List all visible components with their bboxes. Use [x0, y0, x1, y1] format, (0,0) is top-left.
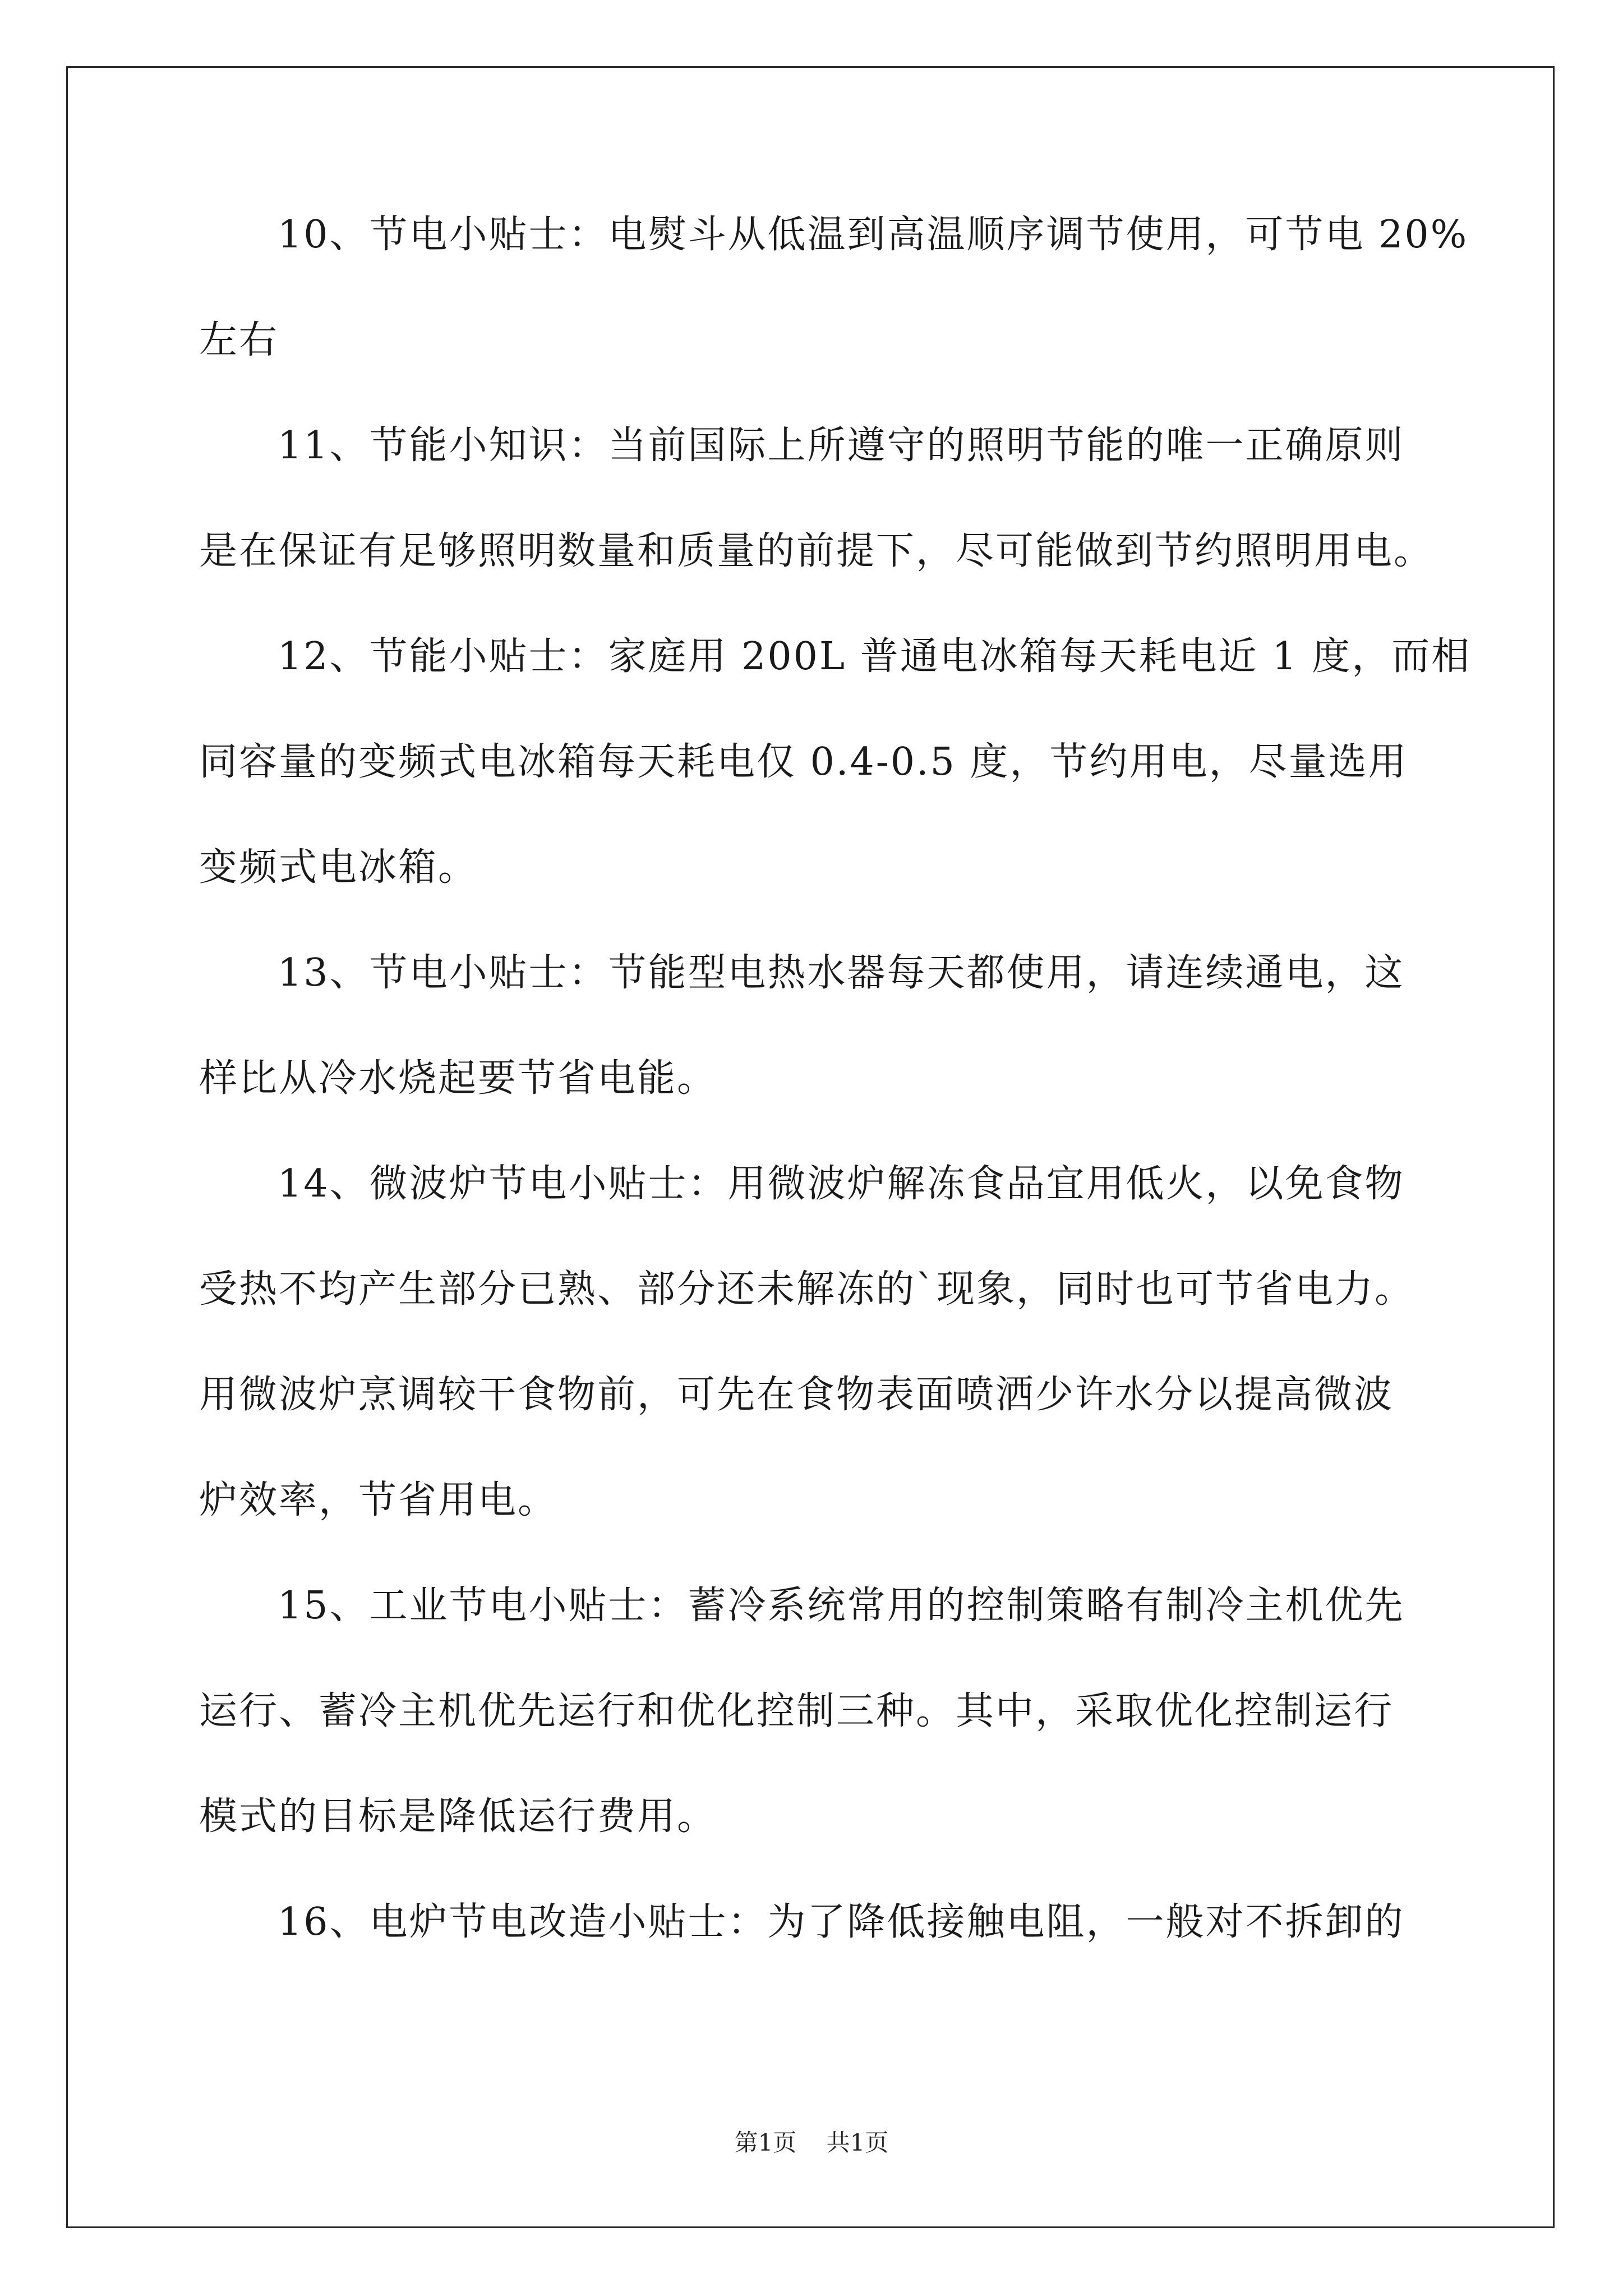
- text-line: 13、节电小贴士：节能型电热水器每天都使用，请连续通电，这: [278, 951, 1405, 995]
- text-line: 变频式电冰箱。: [199, 845, 478, 890]
- text-line: 11、节能小知识：当前国际上所遵守的照明节能的唯一正确原则: [278, 424, 1405, 468]
- page-footer: [0, 2129, 1623, 2157]
- page-total: 共1页: [826, 2129, 889, 2156]
- page-number: 第1页: [734, 2129, 797, 2156]
- text-line: 14、微波炉节电小贴士：用微波炉解冻食品宜用低火，以免食物: [278, 1162, 1405, 1206]
- text-line: 炉效率，节省用电。: [199, 1478, 558, 1522]
- text-line: 受热不均产生部分已熟、部分还未解冻的`现象，同时也可节省电力。: [199, 1267, 1415, 1312]
- text-line: 10、节电小贴士：电熨斗从低温到高温顺序调节使用，可节电 20%: [278, 213, 1469, 257]
- text-line: 15、工业节电小贴士：蓄冷系统常用的控制策略有制冷主机优先: [278, 1584, 1405, 1628]
- text-line: 用微波炉烹调较干食物前，可先在食物表面喷洒少许水分以提高微波: [199, 1373, 1394, 1417]
- text-line: 左右: [199, 318, 279, 362]
- text-line: 同容量的变频式电冰箱每天耗电仅 0.4-0.5 度，节约用电，尽量选用: [199, 740, 1408, 784]
- text-line: 16、电炉节电改造小贴士：为了降低接触电阻，一般对不拆卸的: [278, 1900, 1405, 1944]
- text-line: 模式的目标是降低运行费用。: [199, 1795, 717, 1839]
- text-line: 样比从冷水烧起要节省电能。: [199, 1056, 717, 1101]
- text-line: 是在保证有足够照明数量和质量的前提下，尽可能做到节约照明用电。: [199, 529, 1434, 573]
- document-body: [199, 213, 1472, 2009]
- text-line: 12、节能小贴士：家庭用 200L 普通电冰箱每天耗电近 1 度，而相: [278, 634, 1472, 679]
- text-line: 运行、蓄冷主机优先运行和优化控制三种。其中，采取优化控制运行: [199, 1689, 1394, 1733]
